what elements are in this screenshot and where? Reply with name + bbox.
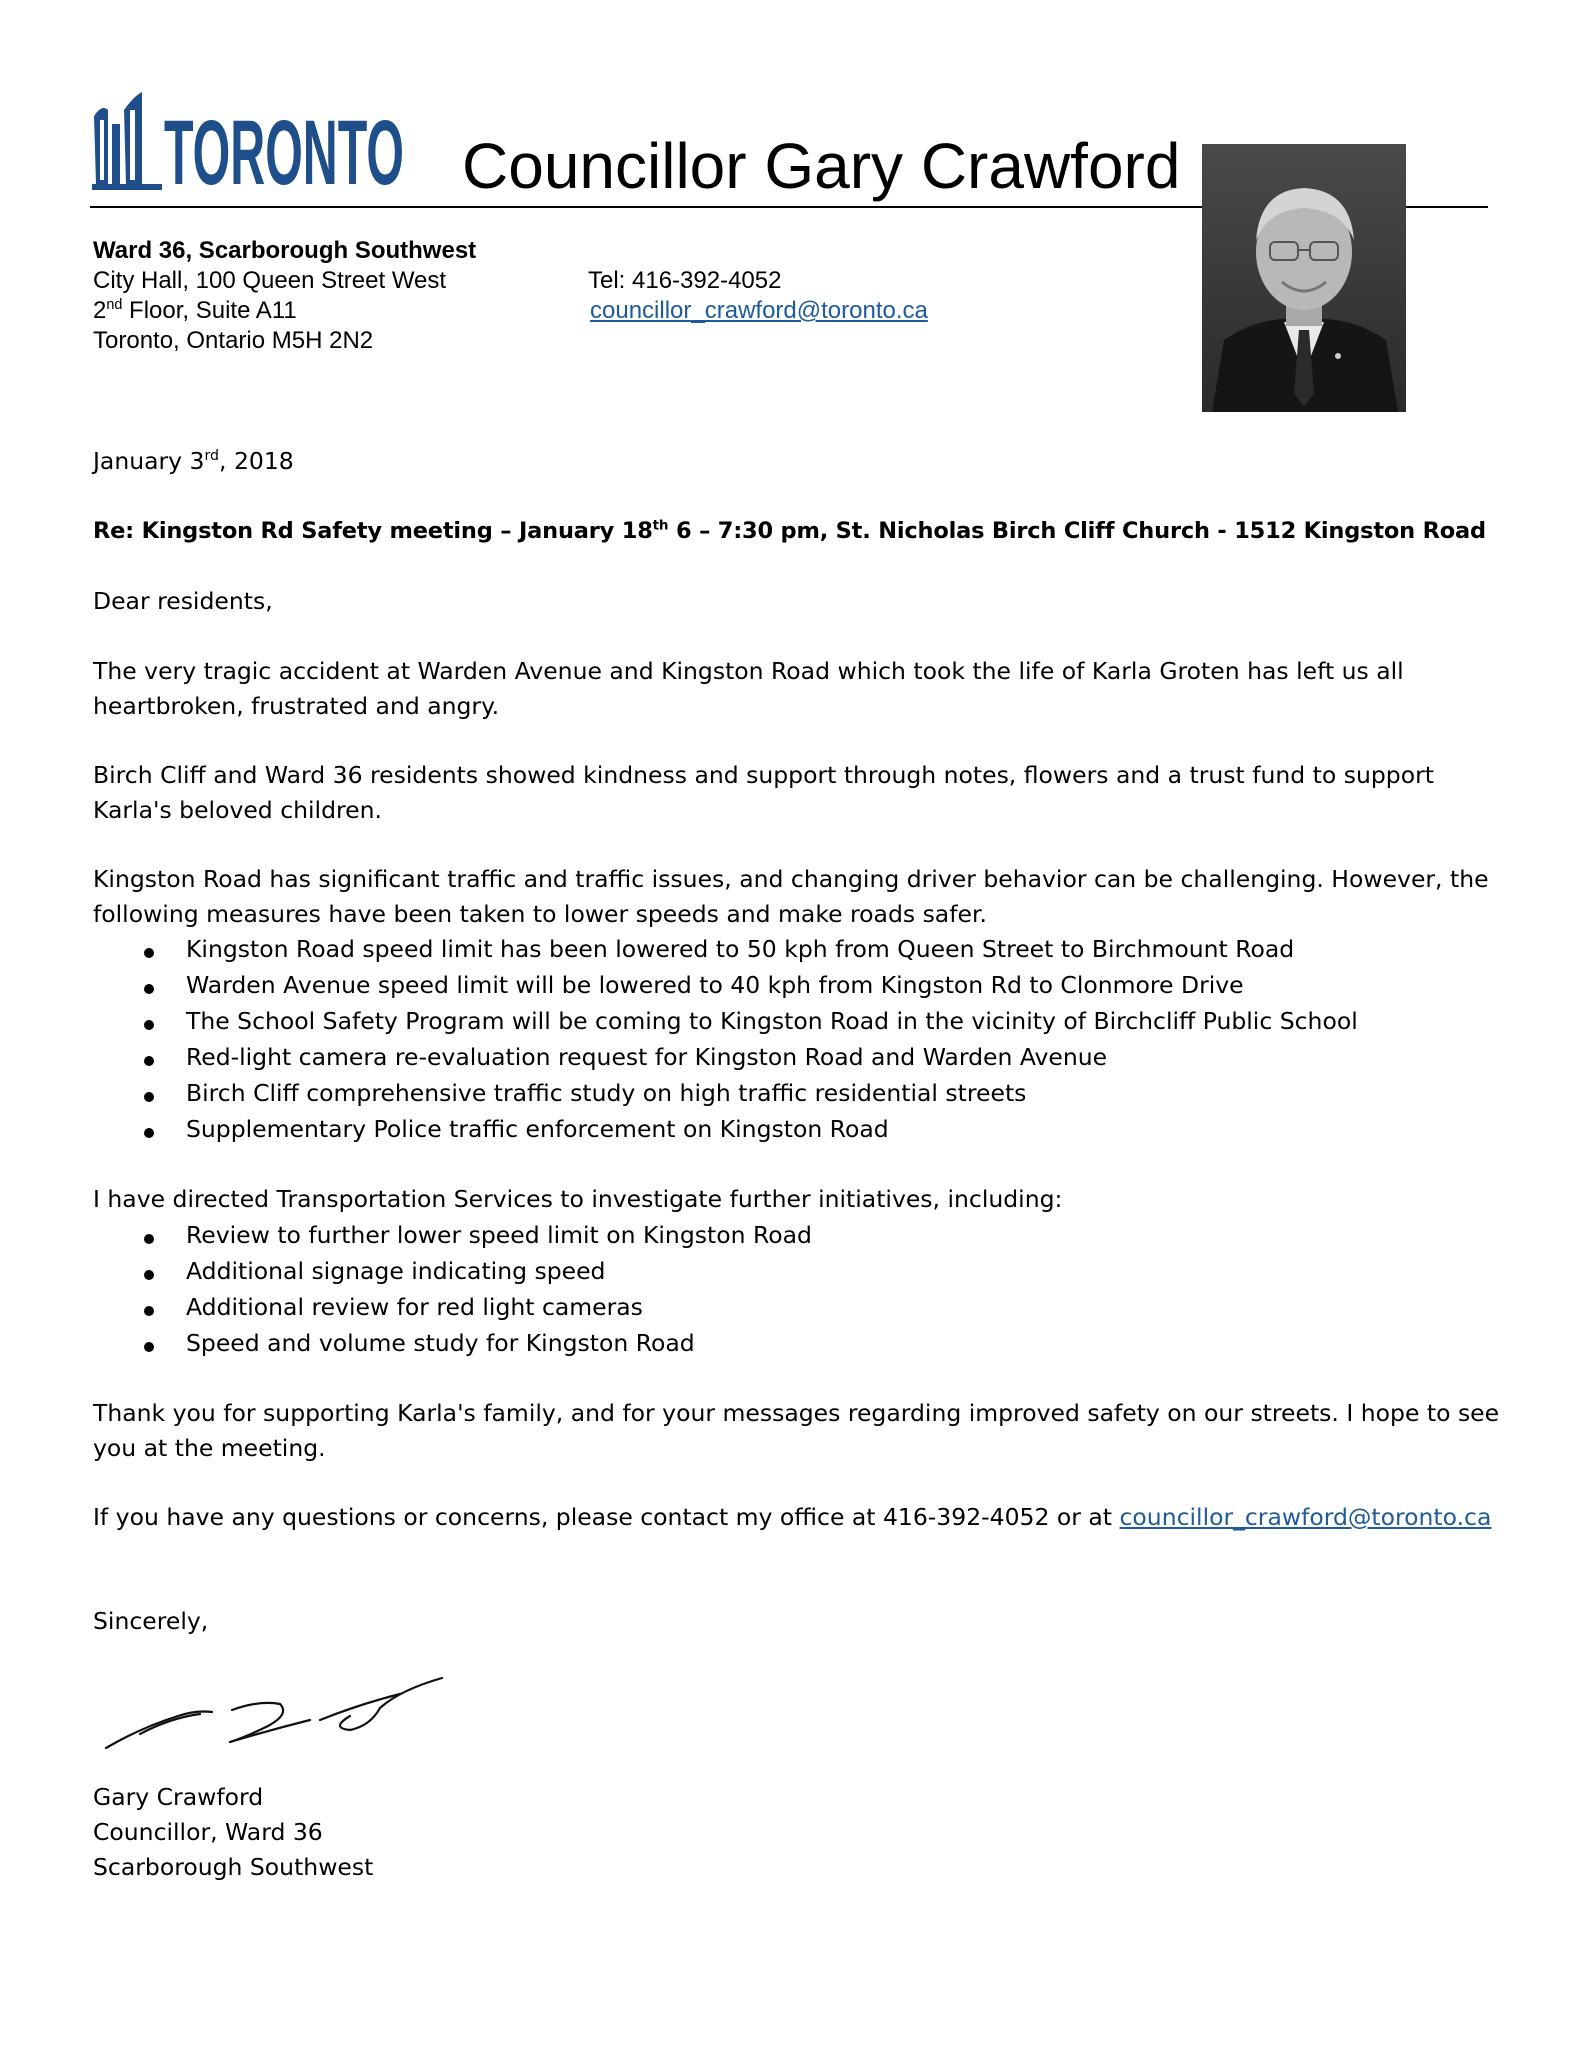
closing: Sincerely, [93,1607,209,1635]
bullet-icon [144,1306,154,1316]
measure-item: Birch Cliff comprehensive traffic study on high traffic residential streets [186,1079,1027,1107]
signer-area: Scarborough Southwest [93,1853,374,1881]
address-line-2: 2nd Floor, Suite A11 [93,297,297,324]
measure-item: Red-light camera re-evaluation request for Kingston Road and Warden Avenue [186,1043,1108,1071]
bullet-icon [144,948,154,958]
measure-item: Kingston Road speed limit has been lowered to 50 kph from Queen Street to Birchmount Road [186,935,1295,963]
bullet-icon [144,1056,154,1066]
paragraph-2-line-1: Birch Cliff and Ward 36 residents showed kindness and support through notes, flowers and a trust fund to support [93,761,1434,789]
bullet-icon [144,1342,154,1352]
initiative-item: Additional review for red light cameras [186,1293,643,1321]
bullet-icon [144,1020,154,1030]
paragraph-1-line-1: The very tragic accident at Warden Avenue and Kingston Road which took the life of Karla Groten has left us all [93,657,1404,685]
paragraph-5-line-2: you at the meeting. [93,1434,326,1462]
letter-date: January 3rd, 2018 [93,447,294,475]
paragraph-5-line-1: Thank you for supporting Karla's family, and for your messages regarding improved safety on our streets. I hope to see [93,1399,1500,1427]
email-link-body[interactable]: councillor_crawford@toronto.ca [1119,1503,1492,1531]
toronto-logo [92,92,412,204]
bullet-icon [144,984,154,994]
measure-item: Warden Avenue speed limit will be lowered to 40 kph from Kingston Rd to Clonmore Drive [186,971,1244,999]
initiative-item: Review to further lower speed limit on Kingston Road [186,1221,812,1249]
email-link-header[interactable]: councillor_crawford@toronto.ca [590,297,928,324]
bullet-icon [144,1270,154,1280]
subject-line: Re: Kingston Rd Safety meeting – January 18th 6 – 7:30 pm, St. Nicholas Birch Cliff Church - 1512 Kingston Road [93,517,1486,544]
telephone: Tel: 416-392-4052 [588,267,782,294]
paragraph-3-line-2: following measures have been taken to lower speeds and make roads safer. [93,900,987,928]
councillor-photo [1202,144,1406,412]
initiative-item: Speed and volume study for Kingston Road [186,1329,695,1357]
signer-name: Gary Crawford [93,1783,264,1811]
paragraph-6: If you have any questions or concerns, please contact my office at 416-392-4052 or at councillor_crawford@toronto.ca [93,1503,1492,1531]
signature-image [100,1670,450,1760]
measure-item: The School Safety Program will be coming to Kingston Road in the vicinity of Birchcliff Public School [186,1007,1358,1035]
bullet-icon [144,1234,154,1244]
councillor-title: Councillor Gary Crawford [462,130,1181,202]
ward-name: Ward 36, Scarborough Southwest [93,237,477,264]
bullet-icon [144,1128,154,1138]
paragraph-3-line-1: Kingston Road has significant traffic and traffic issues, and changing driver behavior can be challenging. However, the [93,865,1489,893]
measure-item: Supplementary Police traffic enforcement on Kingston Road [186,1115,889,1143]
paragraph-2-line-2: Karla's beloved children. [93,796,382,824]
logo-text: TORONTO [164,102,404,204]
address-line-1: City Hall, 100 Queen Street West [93,267,447,294]
initiative-item: Additional signage indicating speed [186,1257,606,1285]
paragraph-4: I have directed Transportation Services to investigate further initiatives, including: [93,1185,1063,1213]
address-line-3: Toronto, Ontario M5H 2N2 [93,327,374,354]
bullet-icon [144,1092,154,1102]
paragraph-1-line-2: heartbroken, frustrated and angry. [93,692,500,720]
signer-title: Councillor, Ward 36 [93,1818,323,1846]
salutation: Dear residents, [93,587,273,615]
